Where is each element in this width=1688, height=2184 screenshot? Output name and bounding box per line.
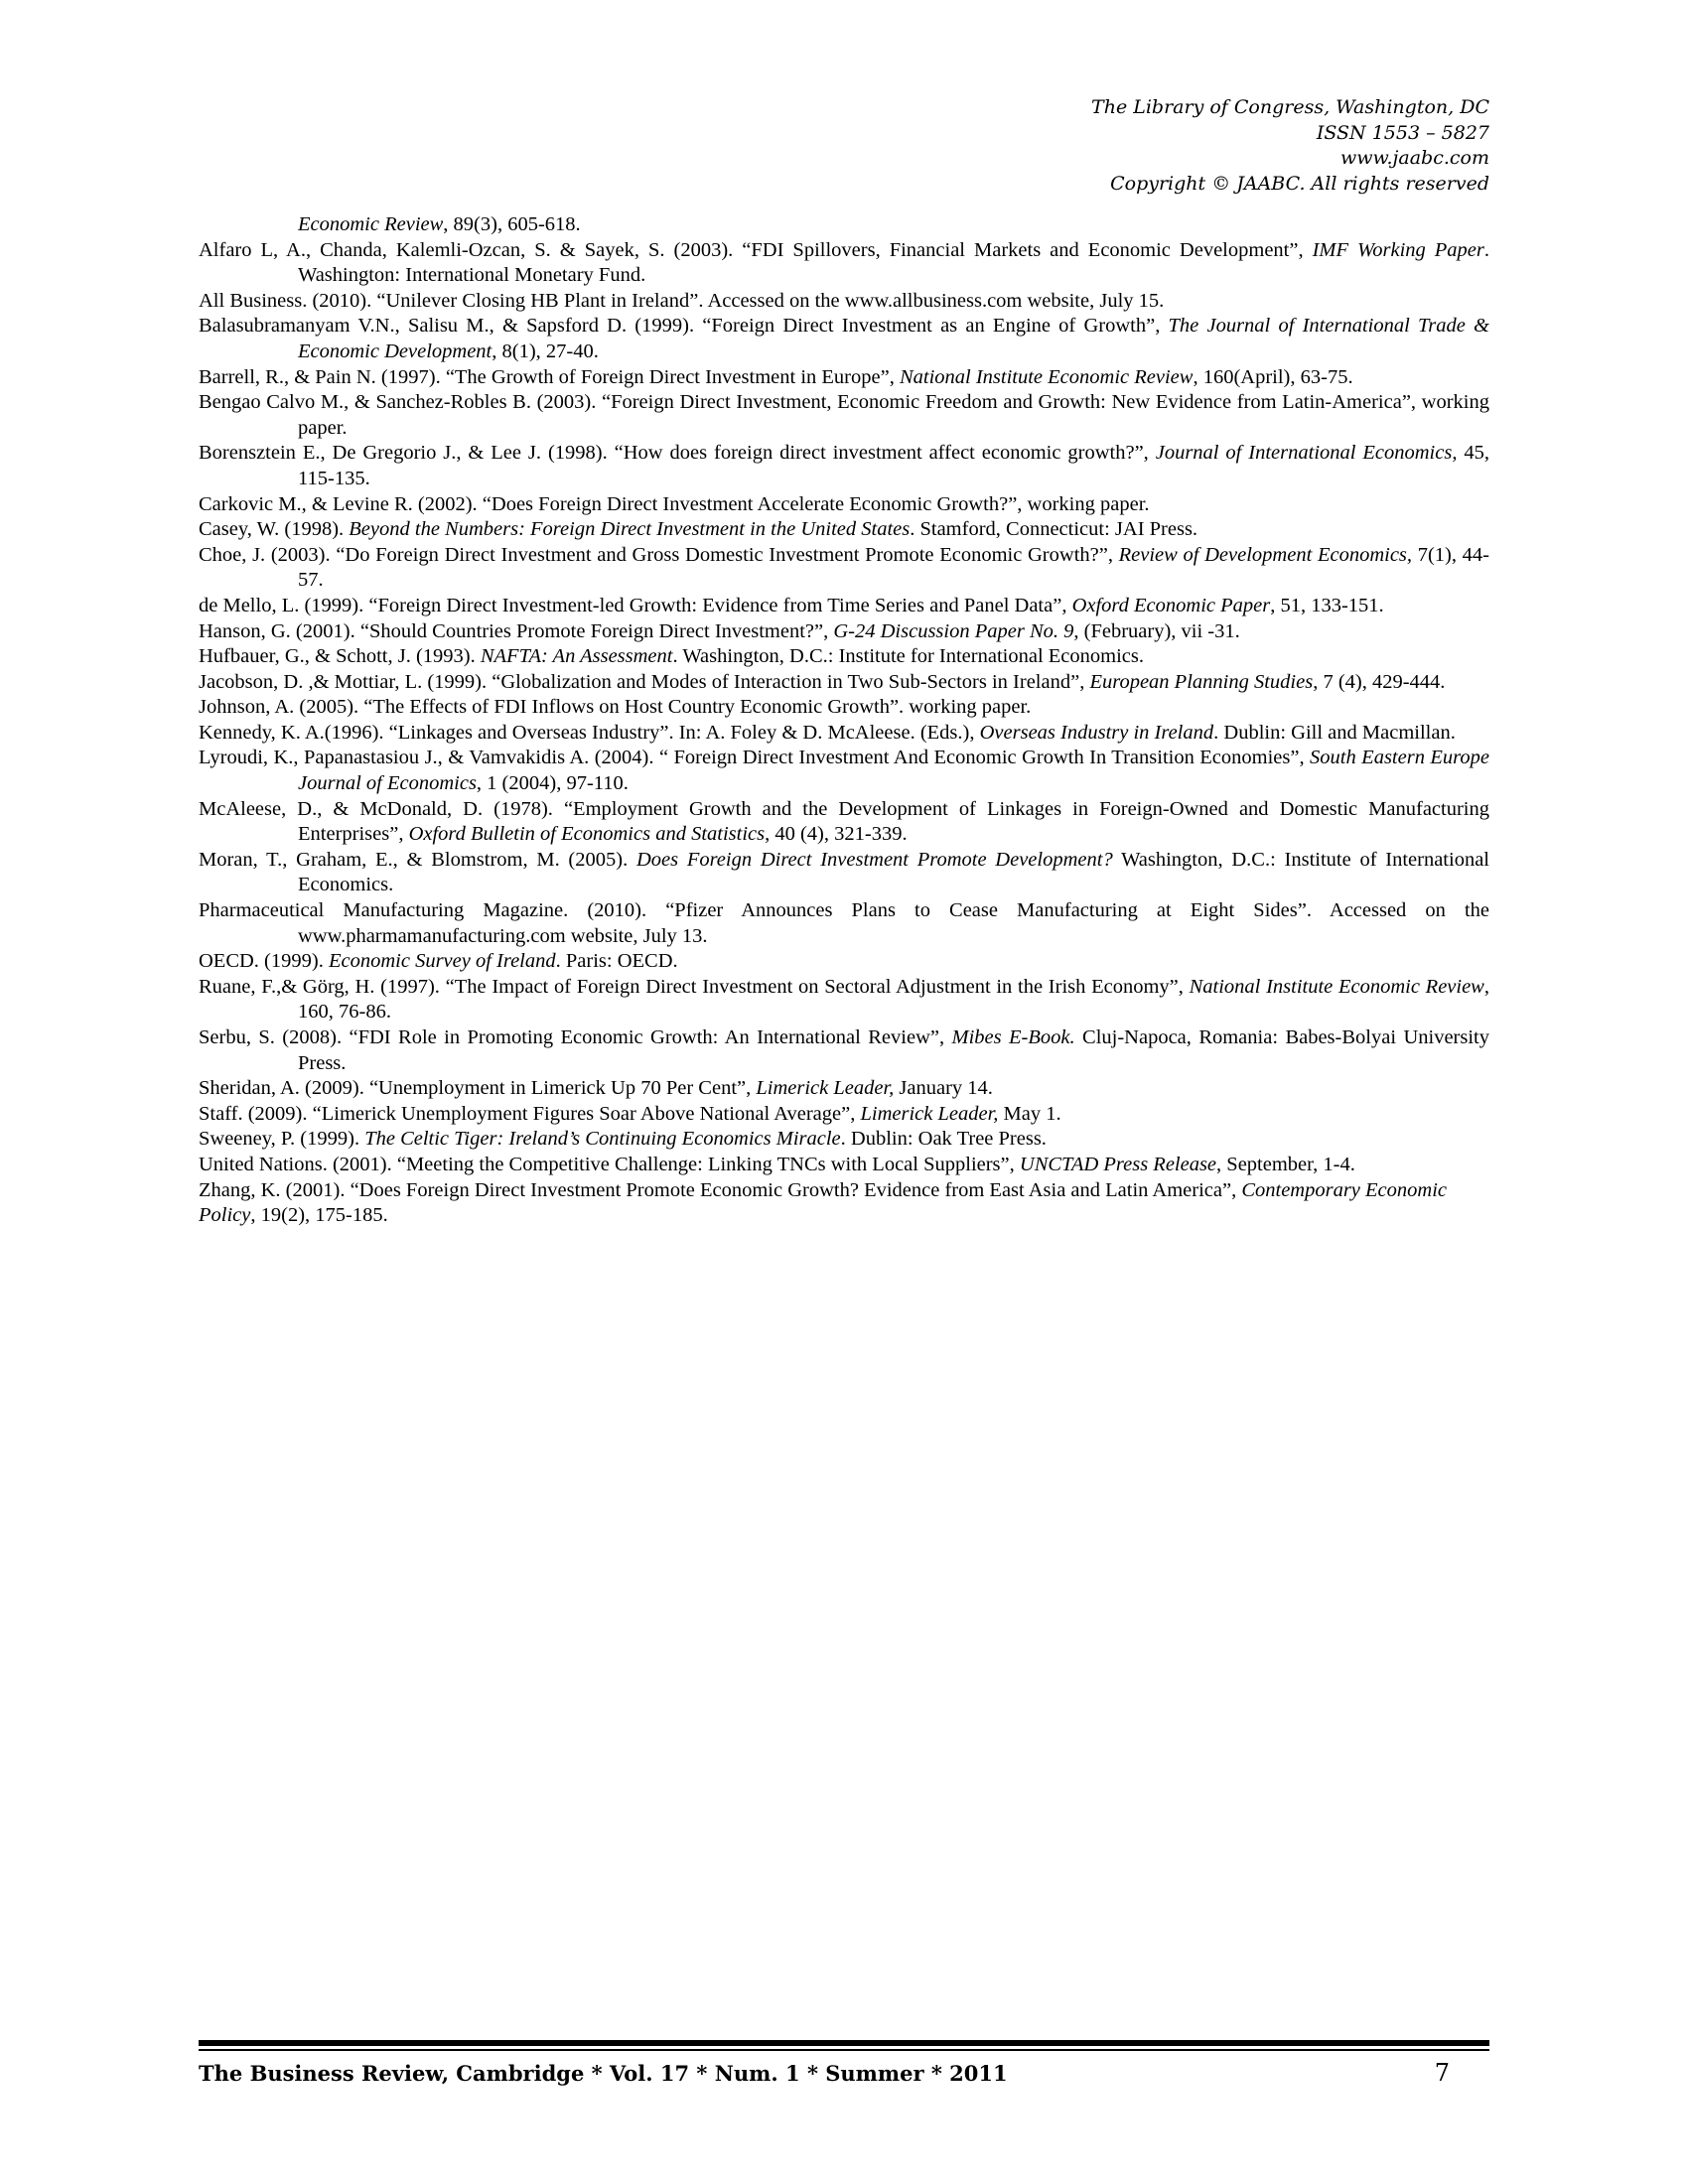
header-library-line: The Library of Congress, Washington, DC [1091,96,1489,118]
footer-journal-title: The Business Review, Cambridge * Vol. 17 * Num. 1 * Summer * 2011 [199,2061,1008,2086]
reference-text: Cluj-Napoca, Romania: Babes-Bolyai University Press. [298,1026,1489,1074]
reference-text: Choe, J. (2003). “Do Foreign Direct Investment and Gross Domestic Investment Promote Economic Growth?”, [199,543,1119,566]
reference-source-title: Oxford Bulletin of Economics and Statistics [408,823,766,846]
reference-text: , September, 1-4. [1216,1153,1355,1175]
reference-text: Jacobson, D. ,& Mottiar, L. (1999). “Globalization and Modes of Interaction in Two Sub-Sectors in Ireland”, [199,670,1090,693]
reference-text: , 19(2), 175-185. [250,1204,388,1227]
reference-text: Zhang, K. (2001). “Does Foreign Direct Investment Promote Economic Growth? Evidence from East Asia and Latin America”, [199,1178,1242,1201]
reference-entry [199,746,1489,796]
reference-source-title: National Institute Economic Review [899,365,1194,388]
page-number: 7 [1434,2059,1450,2087]
reference-entry [199,543,1489,594]
reference-source-title: European Planning Studies [1089,670,1314,693]
reference-entry [199,898,1489,949]
reference-source-title: National Institute Economic Review [1189,975,1484,998]
reference-entry [199,441,1489,491]
reference-entry [199,670,1489,696]
reference-text: Barrell, R., & Pain N. (1997). “The Growth of Foreign Direct Investment in Europe”, [199,365,900,388]
reference-list [199,212,1489,1229]
reference-text: . Dublin: Gill and Macmillan. [1213,721,1456,744]
reference-text: Johnson, A. (2005). “The Effects of FDI Inflows on Host Country Economic Growth”. working paper. [199,696,1032,719]
reference-entry [199,1025,1489,1076]
reference-text: de Mello, L. (1999). “Foreign Direct Investment-led Growth: Evidence from Time Series and Panel Data”, [199,594,1072,616]
reference-entry [199,1178,1489,1229]
reference-entry [199,848,1489,898]
header-copyright-line: Copyright © JAABC. All rights reserved [1110,172,1489,195]
reference-text: . Paris: OECD. [555,950,678,973]
reference-text: OECD. (1999). [199,950,329,973]
reference-text: . Dublin: Oak Tree Press. [840,1128,1047,1151]
reference-text: Lyroudi, K., Papanastasiou J., & Vamvakidis A. (2004). “ Foreign Direct Investment And Economic Growth In Transition Economies”, [199,747,1311,769]
reference-source-title: G-24 Discussion Paper No. 9 [833,619,1074,642]
reference-text: , (February), vii -31. [1073,619,1240,642]
reference-entry [199,695,1489,721]
reference-entry [199,289,1489,315]
reference-source-title: Beyond the Numbers: Foreign Direct Investment in the United States [349,518,911,541]
reference-text: Sheridan, A. (2009). “Unemployment in Limerick Up 70 Per Cent”, [199,1077,757,1100]
header-issn-line: ISSN 1553 – 5827 [1316,121,1489,144]
reference-entry [199,212,1489,238]
footer-rule-thin [199,2049,1489,2051]
reference-text: , 160(April), 63-75. [1193,365,1353,388]
reference-entry [199,365,1489,391]
reference-text: Bengao Calvo M., & Sanchez-Robles B. (2003). “Foreign Direct Investment, Economic Freedom and Growth: New Evidence from Latin-America”, working paper. [199,391,1489,439]
reference-entry [199,721,1489,747]
reference-text: , 160, 76-86. [298,975,1489,1024]
reference-entry [199,517,1489,543]
reference-source-title: IMF Working Paper [1312,238,1484,261]
footer-rule-thick [199,2040,1489,2046]
reference-source-title: South Eastern Europe Journal of Economics [298,747,1489,795]
reference-source-title: The Celtic Tiger: Ireland’s Continuing Economics Miracle [364,1128,841,1151]
reference-text: , 1 (2004), 97-110. [476,772,629,795]
reference-text: , 7 (4), 429-444. [1313,670,1446,693]
reference-source-title: Limerick Leader, [860,1102,999,1125]
reference-source-title: Contemporary Economic Policy [199,1178,1447,1227]
reference-text: Ruane, F.,& Görg, H. (1997). “The Impact of Foreign Direct Investment on Sectoral Adjustment in the Irish Economy”, [199,975,1190,998]
reference-text: May 1. [998,1102,1061,1125]
reference-source-title: Economic Survey of Ireland [328,950,556,973]
reference-text: January 14. [894,1077,993,1100]
reference-text: , 89(3), 605-618. [443,213,581,235]
reference-text: Carkovic M., & Levine R. (2002). “Does Foreign Direct Investment Accelerate Economic Growth?”, working paper. [199,492,1150,515]
reference-text: Sweeney, P. (1999). [199,1128,365,1151]
reference-text: McAleese, D., & McDonald, D. (1978). “Employment Growth and the Development of Linkages in Foreign-Owned and Domestic Manufacturing Enterprises”, [199,797,1489,846]
reference-text: Kennedy, K. A.(1996). “Linkages and Overseas Industry”. In: A. Foley & D. McAleese. (Eds.), [199,721,980,744]
reference-text: All Business. (2010). “Unilever Closing HB Plant in Ireland”. Accessed on the www.allbusiness.com website, July 15. [199,289,1165,312]
reference-source-title: Does Foreign Direct Investment Promote Development? [635,848,1113,871]
reference-text: Washington, D.C.: Institute of International Economics. [298,848,1489,896]
reference-text: . Washington, D.C.: Institute for International Economics. [672,645,1144,668]
reference-source-title: NAFTA: An Assessment [480,645,673,668]
reference-entry [199,390,1489,441]
reference-text: . Stamford, Connecticut: JAI Press. [910,518,1198,541]
reference-entry [199,644,1489,670]
page-footer [199,2059,1489,2087]
reference-entry [199,238,1489,289]
reference-text: Hanson, G. (2001). “Should Countries Promote Foreign Direct Investment?”, [199,619,834,642]
reference-text: Balasubramanyam V.N., Salisu M., & Sapsford D. (1999). “Foreign Direct Investment as an Engine of Growth”, [199,315,1169,338]
reference-text: Borensztein E., De Gregorio J., & Lee J. (1998). “How does foreign direct investment affect economic growth?”, [199,442,1156,465]
reference-text: , 51, 133-151. [1270,594,1384,616]
reference-source-title: Mibes E-Book. [951,1026,1075,1048]
reference-text: , 8(1), 27-40. [492,340,599,362]
reference-source-title: Economic Review [298,213,444,235]
reference-source-title: Journal of International Economics, [1155,442,1458,465]
page-header [794,95,1489,197]
reference-text: , 40 (4), 321-339. [765,823,908,846]
reference-text: Staff. (2009). “Limerick Unemployment Figures Soar Above National Average”, [199,1102,861,1125]
header-website-line: www.jaabc.com [1339,147,1489,169]
reference-entry [199,1076,1489,1102]
reference-entry [199,1153,1489,1178]
reference-entry [199,975,1489,1025]
reference-text: United Nations. (2001). “Meeting the Competitive Challenge: Linking TNCs with Local Suppliers”, [199,1153,1020,1175]
reference-text: Alfaro L, A., Chanda, Kalemli-Ozcan, S. & Sayek, S. (2003). “FDI Spillovers, Financial Markets and Economic Development”, [199,238,1313,261]
reference-text: . Washington: International Monetary Fund. [298,238,1490,287]
reference-entry [199,314,1489,364]
reference-source-title: Oxford Economic Paper [1071,594,1271,616]
reference-entry [199,492,1489,518]
reference-text: 7(1), 44-57. [298,543,1489,592]
reference-text: Pharmaceutical Manufacturing Magazine. (2010). “Pfizer Announces Plans to Cease Manufacturing at Eight Sides”. Accessed on the www.pharmamanufacturing.com website, July 13. [199,899,1489,947]
reference-text: 45, 115-135. [298,442,1489,489]
reference-source-title: Review of Development Economics, [1118,543,1413,566]
reference-entry [199,1127,1489,1153]
reference-text: Casey, W. (1998). [199,518,350,541]
reference-source-title: Limerick Leader, [756,1077,895,1100]
reference-entry [199,594,1489,619]
reference-entry [199,949,1489,975]
reference-source-title: Overseas Industry in Ireland [979,721,1214,744]
reference-text: Moran, T., Graham, E., & Blomstrom, M. (2005). [199,848,636,871]
reference-entry [199,1102,1489,1128]
reference-entry [199,619,1489,645]
reference-entry [199,797,1489,848]
reference-text: Serbu, S. (2008). “FDI Role in Promoting Economic Growth: An International Review”, [199,1026,952,1048]
reference-source-title: The Journal of International Trade & Economic Development [298,315,1489,362]
reference-text: Hufbauer, G., & Schott, J. (1993). [199,645,481,668]
reference-source-title: UNCTAD Press Release [1019,1153,1217,1175]
